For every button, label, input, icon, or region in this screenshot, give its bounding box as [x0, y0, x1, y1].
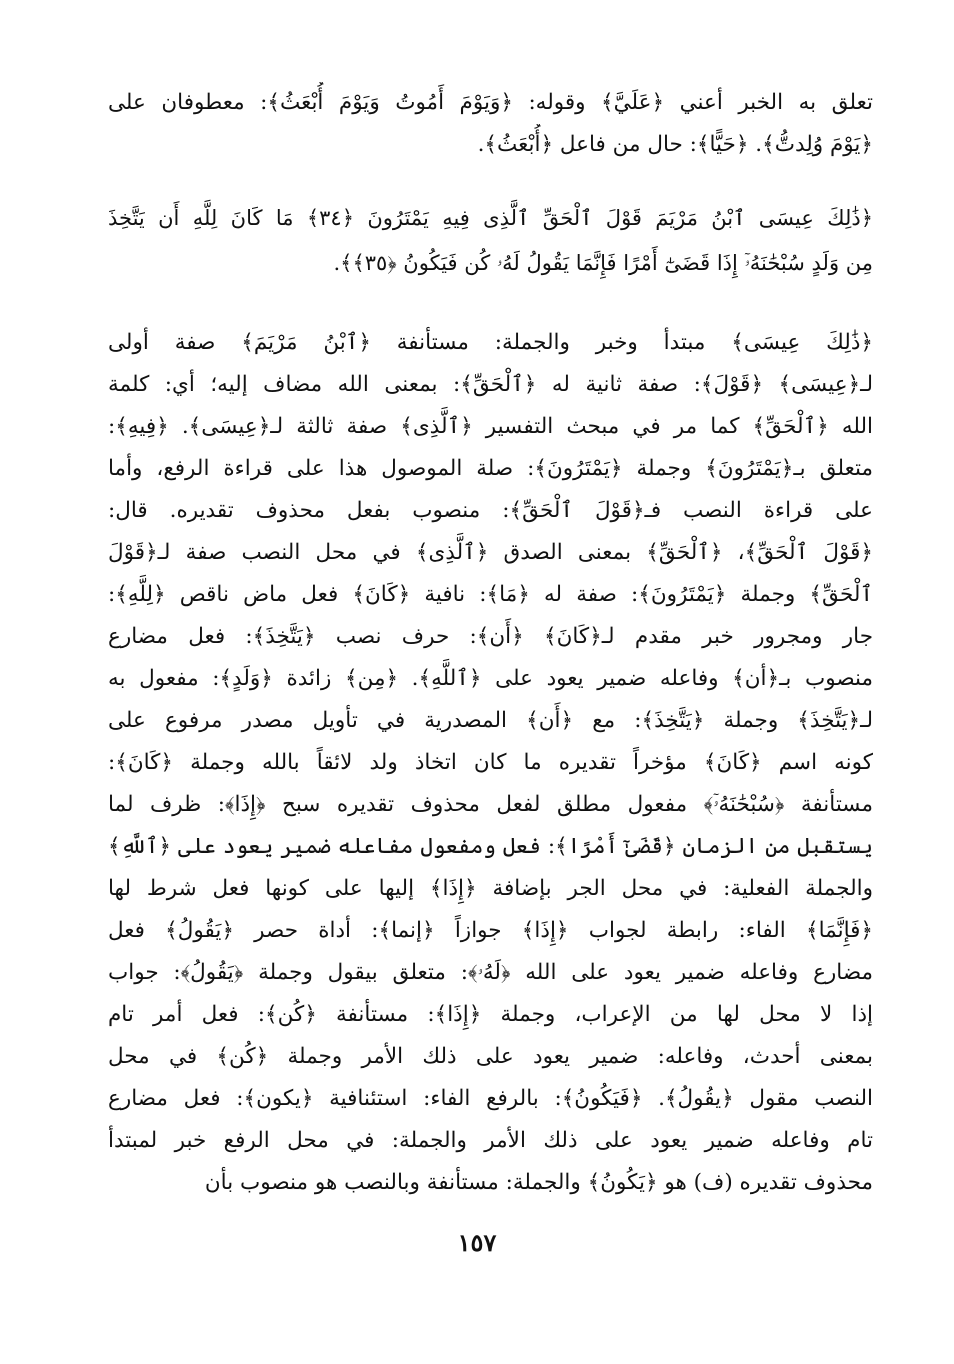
text-line: محذوف تقديره (ف) هو ﴿يَكُونُ﴾ والجملة: مستأنفة وبالنصب هو منصوب بأن	[204, 1170, 873, 1195]
text-line: ﴿فَإِنَّمَا﴾ الفاء: رابطة لجواب ﴿إِذَا﴾ جوازاً ﴿إنما﴾: أداة حصر ﴿يَقُولُ﴾ فعل	[108, 918, 873, 943]
text-line: النصب مقول ﴿يقُولُ﴾. ﴿فَيَكُونُ﴾: بالرفع الفاء: استئنافية ﴿يكون﴾: فعل مضارع	[108, 1086, 873, 1111]
text-line: ﴿ذَٰلِكَ عِيسَى﴾ مبتدأ وخبر والجملة: مستأنفة ﴿ٱبْنُ مَرْيَمَ﴾ صفة أولى	[108, 330, 873, 355]
text-line: كونه اسم ﴿كَانَ﴾ مؤخراً تقديره ما كان اتخاذ ولد لائقاً بالله وجملة ﴿كَانَ﴾:	[108, 750, 873, 775]
page-body	[108, 82, 873, 1204]
paragraph-intro	[108, 82, 873, 166]
verse-line: مِن وَلَدٍ سُبْحَٰنَهُۥٓ إِذَا قَضَىٰٓ أَمْرًا فَإِنَّمَا يَقُولُ لَهُۥ كُن فَيَكُونُ ﴿٣٥﴾﴾.	[333, 251, 873, 275]
text-line: على قراءة النصب فـ﴿قَوْلَ ٱلْحَقِّ﴾: منصوب بفعل محذوف تقديره. قال:	[108, 498, 873, 523]
text-line: ﴿قَوْلَ ٱلْحَقِّ﴾، ﴿ٱلْحَقِّ﴾ بمعنى الصدق ﴿ٱلَّذِى﴾ في محل النصب صفة لـ﴿قَوْلَ	[108, 540, 873, 565]
text-line: ٱلْحَقِّ﴾ وجملة ﴿يَمْتَرُونَ﴾: صفة له ﴿مَا﴾: نافية ﴿كَانَ﴾ فعل ماض ناقص ﴿لِلَّهِ﴾:	[108, 582, 873, 607]
text-line: الله ﴿ٱلْحَقِّ﴾ كما مر في مبحث التفسير ﴿ٱلَّذِى﴾ صفة ثالثة لـ﴿عِيسَى﴾. ﴿فِيهِ﴾:	[108, 414, 873, 439]
text-line: تام وفاعله ضمير يعود على ذلك الأمر والجملة: في محل الرفع خبر لمبتدأ	[108, 1128, 873, 1153]
text-line: مستأنفة ﴿سُبْحَٰنَهُۥٓ﴾ مفعول مطلق لفعل محذوف تقديره سبح ﴿إِذَا﴾: ظرف لما	[108, 792, 873, 817]
text-line: منصوب بـ﴿أن﴾ وفاعله ضمير يعود على ﴿ٱللَّهِ﴾. ﴿مِن﴾ زائدة ﴿وَلَدٍ﴾: مفعول به	[108, 666, 873, 691]
text-line: لـ﴿عِيسَى﴾ ﴿قَوْلَ﴾: صفة ثانية له ﴿ٱلْحَقِّ﴾: بمعنى الله مضاف إليه؛ أي: كلمة	[108, 372, 873, 397]
paragraph-grammar	[108, 322, 873, 1204]
text-line: ﴿يَوْمَ وُلِدتُّ﴾. ﴿حَيًّا﴾: حال من فاعل ﴿أُبْعَثُ﴾.	[477, 132, 873, 157]
page-number: ١٥٧	[457, 1228, 497, 1257]
text-line: جار ومجرور خبر مقدم لـ﴿كَانَ﴾ ﴿أَن﴾: حرف نصب ﴿يَتَّخِذَ﴾: فعل مضارع	[108, 624, 873, 649]
text-line: مضارع وفاعله ضمير يعود على الله ﴿لَهُۥ﴾: متعلق بيقول وجملة ﴿يَقُولُ﴾: جواب	[108, 960, 873, 985]
quran-verse	[108, 196, 873, 286]
text-line: تعلق به الخبر أعني ﴿عَلَيَّ﴾ وقوله: ﴿وَيَوْمَ أَمُوتُ وَيَوْمَ أُبْعَثُ﴾: معطوفان على	[108, 90, 873, 115]
text-line: يستقبل من الزمان ﴿قَضَىٰٓ أَمْرًا﴾: فعل ومفعول مفاعله ضمير يعود على ﴿ٱللَّهِ﴾	[108, 834, 873, 859]
text-line: لـ﴿يَتَّخِذَ﴾ وجملة ﴿يَتَّخِذَ﴾: مع ﴿أَن﴾ المصدرية في تأويل مصدر مرفوع على	[108, 708, 873, 733]
text-line: متعلق بـ﴿يَمْتَرُونَ﴾ وجملة ﴿يَمْتَرُونَ﴾: صلة الموصول هذا على قراءة الرفع، وأما	[108, 456, 873, 481]
text-line: بمعنى أحدث، وفاعله: ضمير يعود على ذلك الأمر وجملة ﴿كُن﴾ في محل	[108, 1044, 873, 1069]
text-line: إذا لا محل لها من الإعراب، وجملة ﴿إِذَا﴾: مستأنفة ﴿كُن﴾: فعل أمر تام	[108, 1002, 873, 1027]
verse-line: ﴿ذَٰلِكَ عِيسَى ٱبْنُ مَرْيَمَ قَوْلَ ٱلْحَقِّ ٱلَّذِى فِيهِ يَمْتَرُونَ ﴿٣٤﴾ مَا كَانَ لِلَّهِ أَن يَتَّخِذَ	[108, 206, 873, 230]
text-line: والجملة الفعلية: في محل الجر بإضافة ﴿إِذَا﴾ إليها على كونها فعل شرط لها	[108, 876, 873, 901]
